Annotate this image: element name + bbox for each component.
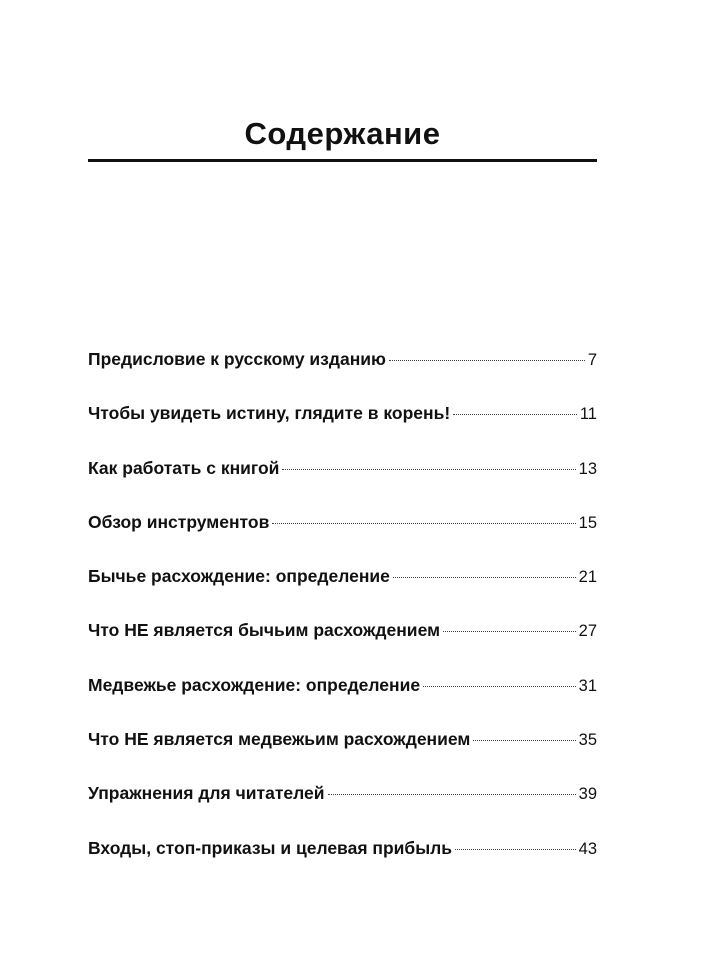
title-underline [88, 159, 597, 162]
dot-leader [455, 849, 576, 850]
page-title: Содержание [244, 116, 441, 151]
toc-entry-title: Что НЕ является медвежьим расхождением [88, 729, 471, 750]
toc-entry-title: Что НЕ является бычьим расхождением [88, 620, 441, 641]
toc-entry[interactable] [88, 458, 597, 512]
toc-entry-title: Медвежье расхождение: определение [88, 674, 421, 695]
toc-entry-page: 15 [578, 513, 597, 532]
dot-leader [272, 523, 575, 524]
toc-entry-page: 7 [587, 351, 597, 369]
dot-leader [328, 794, 576, 795]
toc-entry-page: 21 [578, 568, 597, 587]
toc-entry[interactable] [88, 620, 597, 674]
toc-entry[interactable] [88, 349, 597, 403]
table-of-contents [88, 349, 597, 892]
toc-entry[interactable] [88, 729, 597, 783]
toc-entry-title: Предисловие к русскому изданию [88, 349, 386, 369]
toc-entry-page: 13 [578, 459, 597, 478]
dot-leader [423, 686, 576, 687]
toc-entry-page: 31 [578, 676, 597, 695]
toc-entry-page: 27 [578, 622, 597, 641]
toc-entry[interactable] [88, 512, 597, 566]
toc-entry[interactable] [88, 566, 597, 620]
toc-entry-page: 43 [578, 839, 597, 858]
toc-entry-title: Обзор инструментов [88, 511, 270, 532]
toc-entry-page: 11 [579, 405, 597, 424]
toc-entry-title: Входы, стоп-приказы и целевая прибыль [88, 837, 453, 858]
toc-entry[interactable] [88, 675, 597, 729]
toc-entry[interactable] [88, 838, 597, 892]
toc-entry-page: 35 [578, 731, 597, 750]
dot-leader [443, 631, 576, 632]
dot-leader [393, 577, 576, 578]
toc-entry[interactable] [88, 403, 597, 457]
dot-leader [453, 414, 577, 415]
toc-entry-page: 39 [578, 785, 597, 804]
toc-entry[interactable] [88, 783, 597, 837]
dot-leader [389, 360, 585, 361]
dot-leader [282, 469, 575, 470]
toc-entry-title: Упражнения для читателей [88, 783, 325, 804]
toc-entry-title: Как работать с книгой [88, 457, 280, 478]
toc-entry-title: Чтобы увидеть истину, глядите в корень! [88, 403, 451, 424]
dot-leader [473, 740, 575, 741]
toc-entry-title: Бычье расхождение: определение [88, 566, 390, 587]
